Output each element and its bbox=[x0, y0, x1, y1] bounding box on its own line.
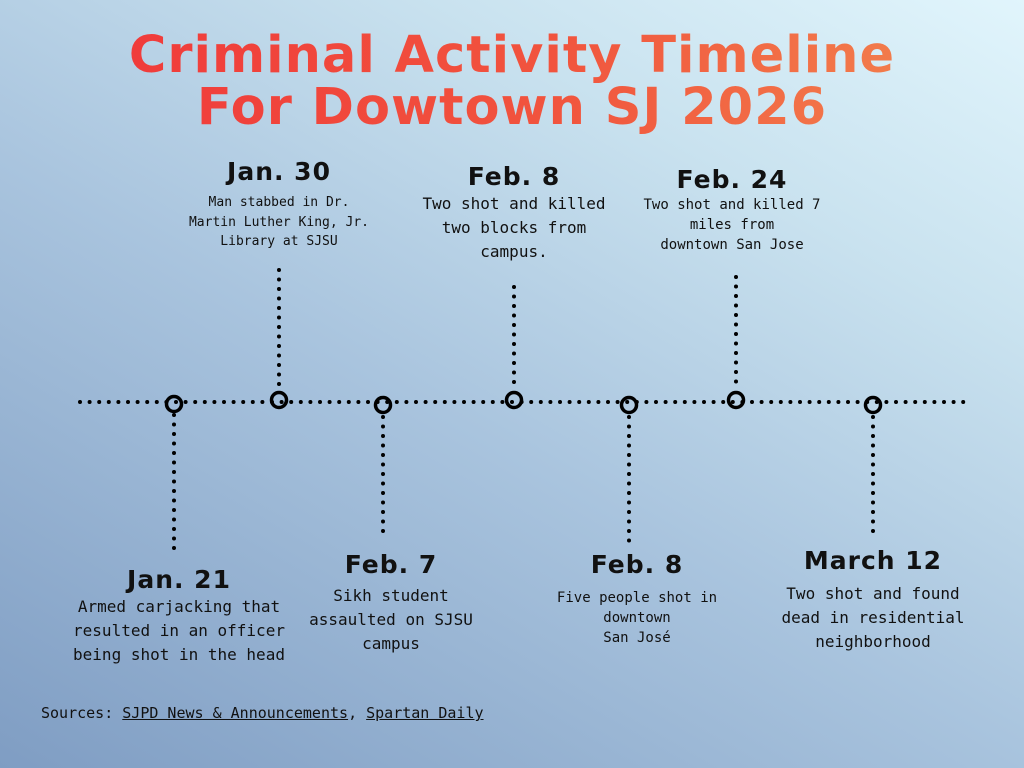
event-feb-8-a bbox=[412, 162, 616, 264]
event-feb-7 bbox=[293, 550, 489, 656]
title-line-1: Criminal Activity Timeline bbox=[128, 26, 896, 85]
event-description: Armed carjacking that resulted in an officer being shot in the head bbox=[73, 597, 285, 664]
marker-feb-24 bbox=[729, 393, 744, 408]
event-description: Two shot and killed 7 miles from downtown San Jose bbox=[643, 197, 821, 253]
event-jan-30 bbox=[179, 157, 379, 252]
event-march-12 bbox=[763, 546, 983, 654]
sources-line bbox=[41, 704, 484, 722]
event-feb-24 bbox=[632, 165, 832, 255]
event-date: Feb. 24 bbox=[676, 165, 788, 194]
sources-separator: , bbox=[348, 704, 367, 722]
event-description: Two shot and killed two blocks from campus. bbox=[422, 194, 606, 261]
marker-feb-8-b bbox=[622, 398, 637, 413]
event-feb-8-b bbox=[547, 550, 727, 648]
marker-feb-8-a bbox=[507, 393, 522, 408]
source-link-spartan-daily[interactable]: Spartan Daily bbox=[366, 704, 484, 722]
event-description: Two shot and found dead in residential neighborhood bbox=[781, 584, 965, 651]
event-jan-21 bbox=[59, 565, 299, 667]
event-date: Feb. 7 bbox=[344, 550, 438, 579]
event-date: March 12 bbox=[803, 546, 943, 575]
sources-prefix: Sources: bbox=[41, 704, 123, 722]
event-description: Sikh student assaulted on SJSU campus bbox=[309, 586, 473, 653]
marker-jan-21 bbox=[167, 397, 182, 412]
marker-march-12 bbox=[866, 398, 881, 413]
event-date: Jan. 30 bbox=[227, 157, 331, 186]
event-description: Five people shot in downtown San José bbox=[556, 590, 718, 646]
marker-feb-7 bbox=[376, 398, 391, 413]
event-description: Man stabbed in Dr. Martin Luther King, Jr. Library at SJSU bbox=[188, 195, 369, 249]
source-link-sjpd[interactable]: SJPD News & Announcements bbox=[122, 704, 349, 722]
title-line-2: For Dowtown SJ 2026 bbox=[196, 78, 828, 137]
event-date: Feb. 8 bbox=[467, 162, 561, 191]
event-date: Jan. 21 bbox=[127, 565, 231, 594]
event-date: Feb. 8 bbox=[590, 550, 684, 579]
marker-jan-30 bbox=[272, 393, 287, 408]
